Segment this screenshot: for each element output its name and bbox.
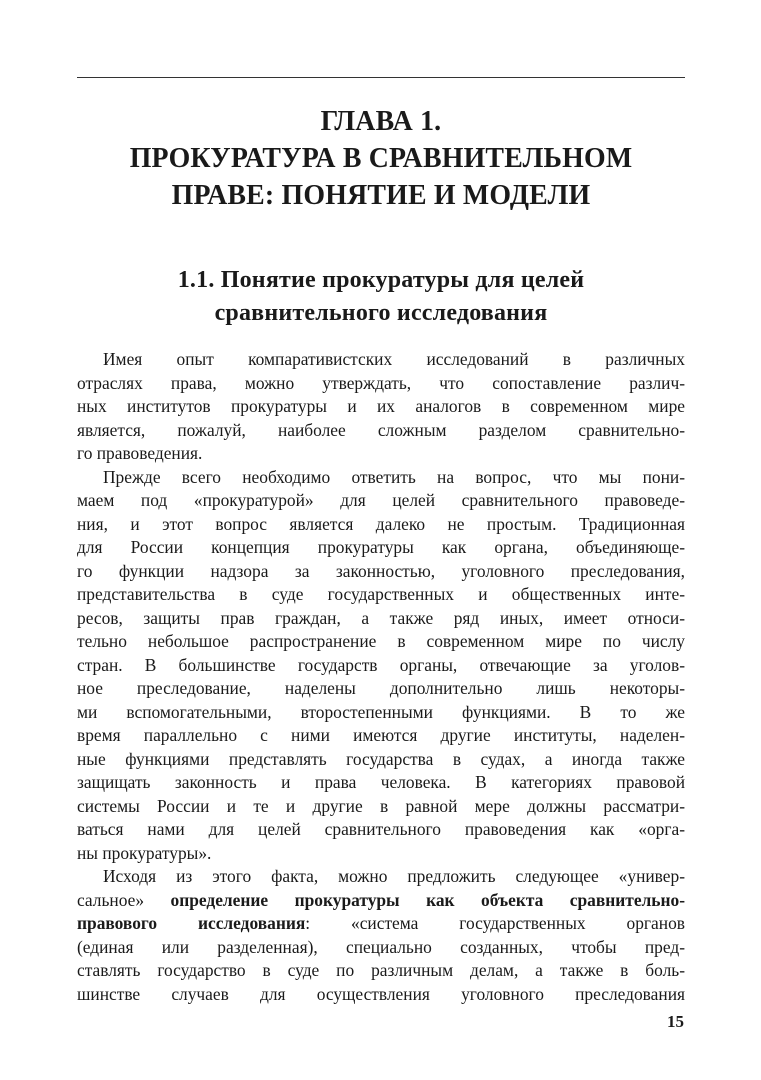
text-line: ные функциями представлять государства в судах, а иногда также — [77, 748, 685, 769]
chapter-heading — [89, 103, 673, 214]
text-line — [77, 912, 685, 936]
text-line: шинстве случаев для осуществления уголовного преследования — [77, 983, 685, 1004]
text-line: стран. В большинстве государств органы, отвечающие за уголов- — [77, 654, 685, 675]
chapter-heading-line: ПРОКУРАТУРА В СРАВНИТЕЛЬНОМ — [129, 142, 633, 174]
text-line: тельно небольшое распространение в современном мире по числу — [77, 631, 685, 651]
section-heading — [77, 264, 685, 330]
top-rule — [77, 77, 685, 78]
section-heading-line: 1.1. Понятие прокуратуры для целей — [177, 267, 585, 293]
text-line: маем под «прокуратурой» для целей сравнительного правоведе- — [77, 490, 685, 510]
text-line: ми вспомогательными, второстепенными функциями. В то же — [77, 701, 685, 722]
text-line — [77, 889, 685, 913]
text-line: ных институтов прокуратуры и их аналогов в современном мире — [77, 396, 685, 416]
text-line: ны прокуратуры». — [77, 842, 212, 863]
text-run: сальное» — [77, 889, 171, 910]
definition-term: определение прокуратуры как объекта сравнительно- — [170, 889, 686, 910]
text-line: ваться нами для целей сравнительного правоведения как «орга- — [77, 819, 685, 839]
chapter-heading-line: ГЛАВА 1. — [320, 105, 442, 137]
text-line: го функции надзора за законностью, уголовного преследования, — [77, 560, 685, 581]
section-heading-line: сравнительного исследования — [214, 300, 548, 326]
text-line: для России концепция прокуратуры как органа, объединяюще- — [77, 537, 685, 557]
chapter-heading-line: ПРАВЕ: ПОНЯТИЕ И МОДЕЛИ — [171, 179, 591, 211]
text-line: представительства в суде государственных и общественных инте- — [77, 584, 685, 604]
text-line: ставлять государство в суде по различным делам, а также в боль- — [77, 960, 685, 980]
body-text — [77, 348, 685, 1006]
text-line: защищать законность и права человека. В категориях правовой — [77, 772, 685, 792]
text-line: Прежде всего необходимо ответить на вопрос, что мы пони- — [103, 466, 685, 487]
text-line: системы России и те и другие в равной мере должны рассматри- — [77, 795, 685, 816]
text-line: (единая или разделенная), специально созданных, чтобы пред- — [77, 936, 685, 957]
text-line: ния, и этот вопрос является далеко не простым. Традиционная — [77, 513, 685, 534]
text-line: Исходя из этого факта, можно предложить следующее «универ- — [103, 866, 685, 886]
text-line: ресов, защиты прав граждан, а также ряд иных, имеет относи- — [77, 607, 685, 628]
text-line: Имея опыт компаративистских исследований в различных — [103, 349, 685, 369]
text-line: ное преследование, наделены дополнительно лишь некоторы- — [77, 678, 685, 698]
text-line: го правоведения. — [77, 443, 203, 463]
text-run: : «система государственных органов — [305, 913, 685, 933]
text-line: отраслях права, можно утверждать, что сопоставление различ- — [77, 372, 685, 393]
page-number: 15 — [667, 1012, 684, 1031]
text-line: время параллельно с ними имеются другие институты, наделен- — [77, 725, 685, 745]
text-line: является, пожалуй, наиболее сложным разделом сравнительно- — [77, 419, 685, 440]
definition-term: правового исследования — [77, 913, 306, 933]
